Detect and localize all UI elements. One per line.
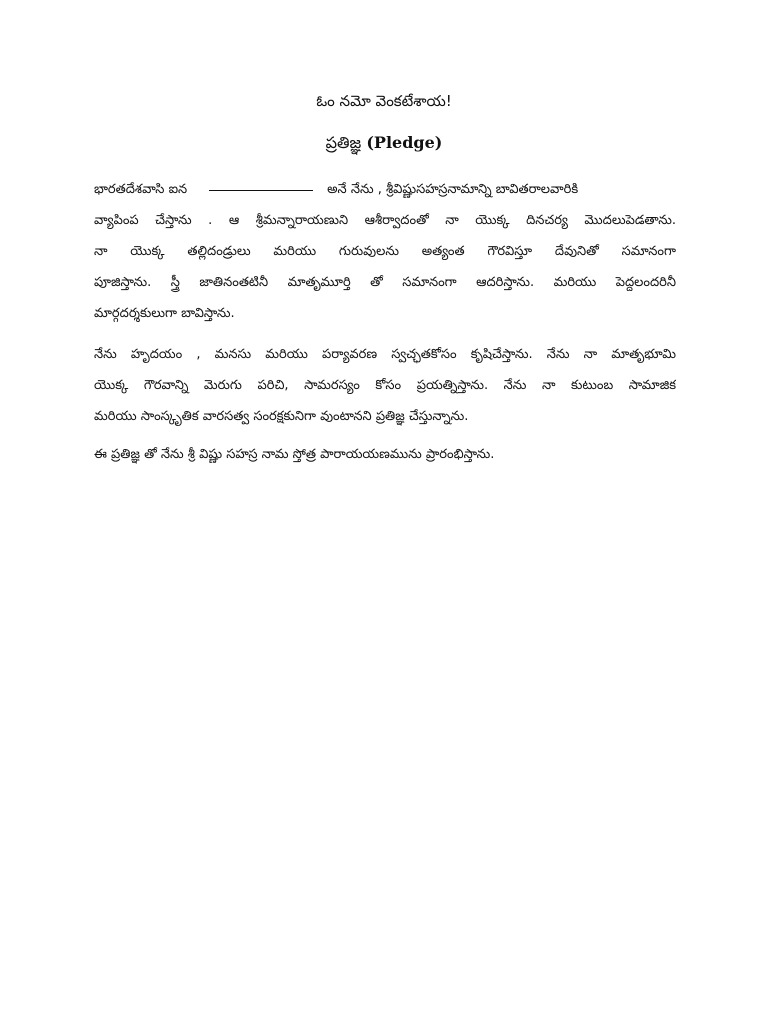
paragraph-line: వ్యాపింప చేస్తాను . ఆ శ్రీమన్నారాయణుని ఆశీర్వాదంతో నా యొక్క దినచర్య మొదలుపెడతాను. (94, 213, 676, 228)
paragraph-line: నేను హృదయం , మనసు మరియు పర్యావరణ స్వచ్ఛతకోసం కృషిచేస్తాను. నేను నా మాతృభూమి (94, 347, 676, 362)
paragraph-line: మార్గదర్శకులుగా బావిస్తాను. (94, 306, 235, 321)
pledge-paragraph-3 (94, 439, 676, 470)
paragraph-line: యొక్క గౌరవాన్ని మెరుగు పరిచి, సామరస్యం కోసం ప్రయత్నిస్తాను. నేను నా కుటుంబ సామాజిక (94, 378, 676, 393)
name-blank-line (209, 189, 313, 191)
pledge-title-telugu: ప్రతిజ్ఞ (325, 133, 362, 152)
paragraph-line (94, 174, 676, 205)
paragraph-line: పూజిస్తాను. స్త్రీ జాతినంతటినీ మాతృమూర్తి తో సమానంగా ఆదరిస్తాను. మరియు పెద్దలందరినీ (94, 275, 676, 290)
name-suffix-text: అనే నేను , శ్రీవిష్ణుసహస్రనామాన్ని బావితరాలవారికి (327, 182, 579, 197)
invocation-heading: ఓం నమో వెంకటేశాయ! (316, 92, 452, 110)
pledge-title (0, 133, 768, 153)
paragraph-line: మరియు సాంస్కృతిక వారసత్వ సంరక్షకునిగా వుంటానని ప్రతిజ్ఞ చేస్తున్నాను. (94, 409, 469, 424)
pledge-paragraph-1 (94, 174, 676, 329)
paragraph-line: నా యొక్క తల్లిదండ్రులు మరియు గురువులను అత్యంత గౌరవిస్తూ దేవునితో సమానంగా (94, 244, 676, 259)
pledge-paragraph-2 (94, 339, 676, 432)
pledge-title-english: (Pledge) (366, 133, 443, 152)
name-prefix-text: భారతదేశవాసి ఐన (94, 182, 188, 197)
paragraph-line: ఈ ప్రతిజ్ఞ తో నేను శ్రీ విష్ణు సహస్ర నామ స్తోత్ర పారాయయణమును ప్రారంభిస్తాను. (94, 447, 495, 462)
